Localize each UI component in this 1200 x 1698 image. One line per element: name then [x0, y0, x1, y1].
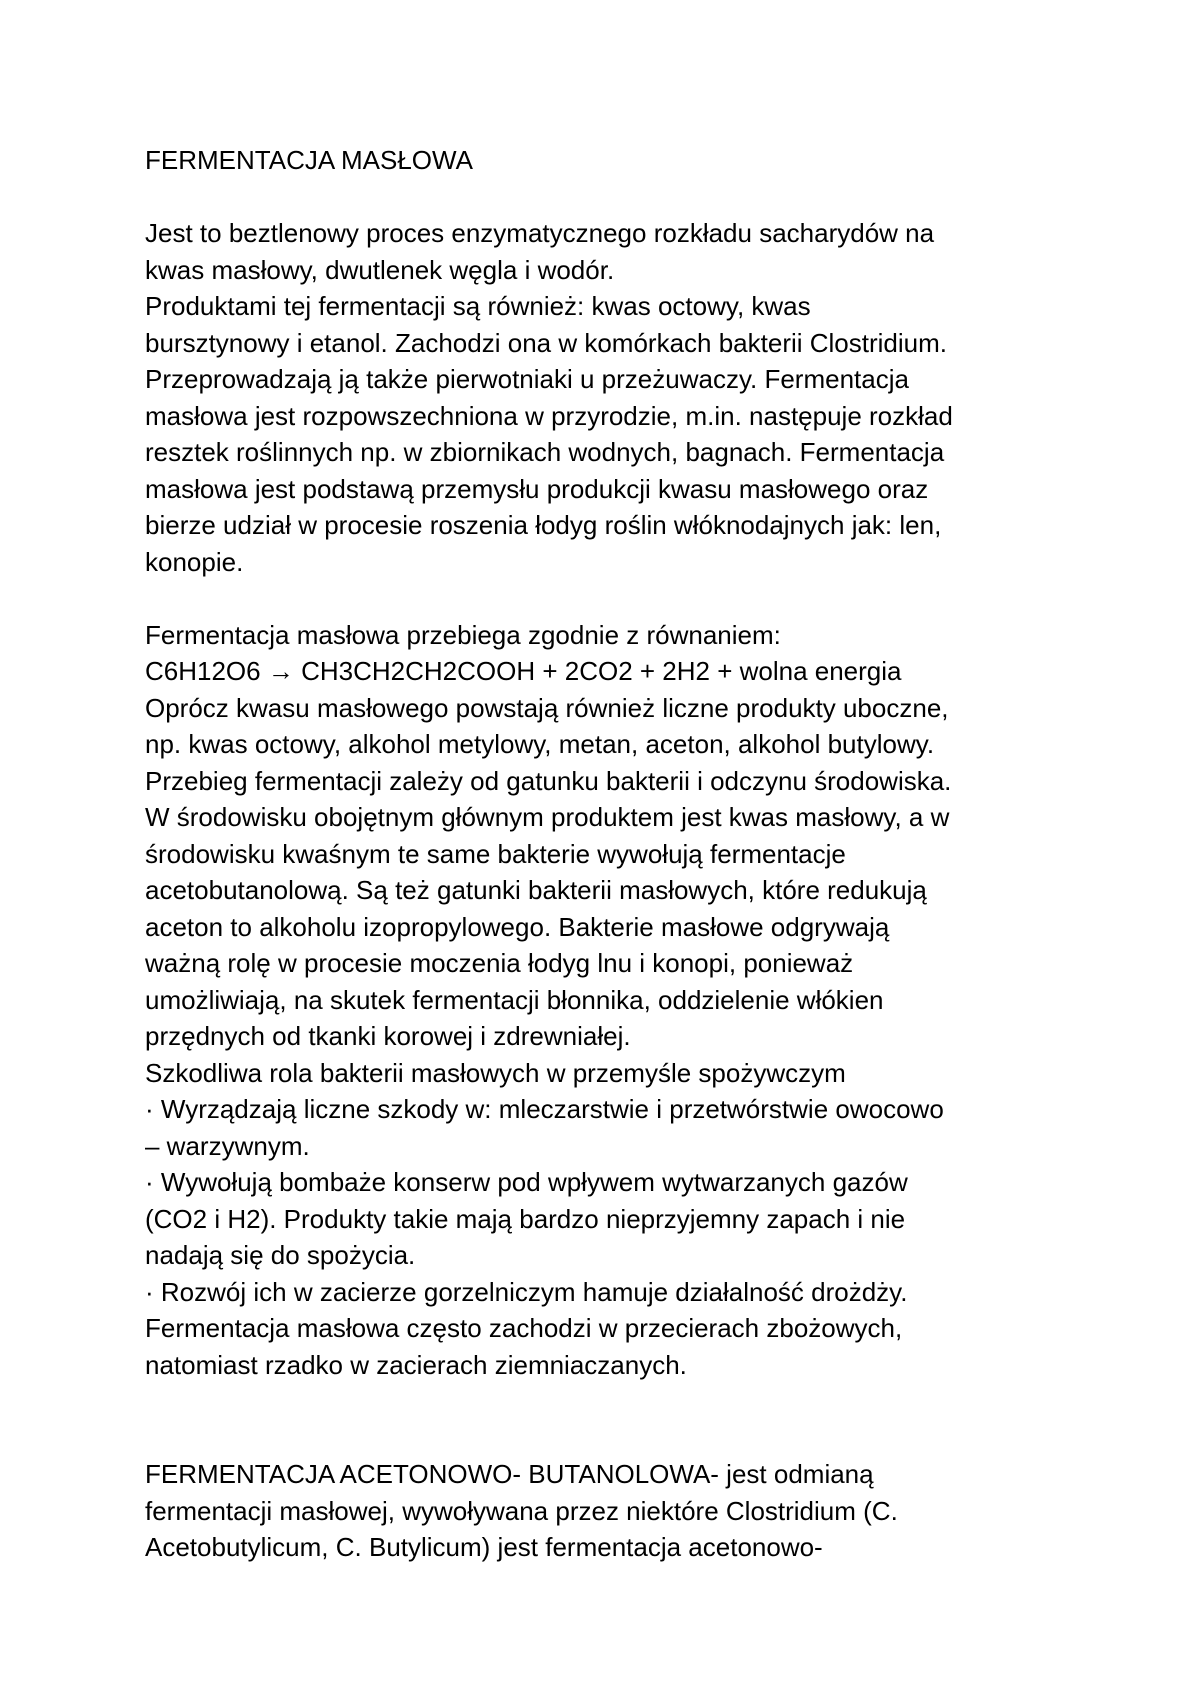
text-line: fermentacji masłowej, wywoływana przez niektóre Clostridium (C.	[145, 1495, 898, 1526]
section-title-fermentacja-maslowa: FERMENTACJA MASŁOWA	[145, 145, 473, 175]
text-line: masłowa jest rozpowszechniona w przyrodzie, m.in. następuje rozkład	[145, 400, 953, 431]
text-line: Fermentacja masłowa często zachodzi w przecierach zbożowych,	[145, 1313, 903, 1343]
text-line: resztek roślinnych np. w zbiornikach wodnych, bagnach. Fermentacja	[145, 437, 945, 467]
bullet-item: · Wyrządzają liczne szkody w: mleczarstwie i przetwórstwie owocowo	[145, 1094, 944, 1124]
text-line: (CO2 i H2). Produkty takie mają bardzo nieprzyjemny zapach i nie	[145, 1203, 906, 1234]
text-line: nadają się do spożycia.	[145, 1240, 416, 1270]
text-line: np. kwas octowy, alkohol metylowy, metan, aceton, alkohol butylowy.	[145, 729, 935, 759]
text-line: Acetobutylicum, C. Butylicum) jest fermentacja acetonowo-	[145, 1532, 823, 1562]
text-line: FERMENTACJA ACETONOWO- BUTANOLOWA- jest odmianą	[145, 1459, 874, 1489]
chemical-equation: C6H12O6 → CH3CH2CH2COOH + 2CO2 + 2H2 + wolna energia	[145, 656, 902, 686]
subheading-harmful-role: Szkodliwa rola bakterii masłowych w przemyśle spożywczym	[145, 1057, 846, 1088]
text-line: natomiast rzadko w zacierach ziemniaczanych.	[145, 1349, 687, 1380]
blank-line	[145, 179, 1065, 216]
blank-line	[145, 580, 1065, 617]
paragraph-equation-and-effects	[145, 617, 1065, 1384]
text-line: – warzywnym.	[145, 1130, 310, 1161]
text-line: Produktami tej fermentacji są również: kwas octowy, kwas	[145, 291, 811, 321]
paragraph-acetone-butanol	[145, 1456, 1065, 1566]
text-line: umożliwiają, na skutek fermentacji błonnika, oddzielenie włókien	[145, 984, 884, 1015]
text-line: przędnych od tkanki korowej i zdrewniałej.	[145, 1021, 631, 1051]
text-line: Fermentacja masłowa przebiega zgodnie z równaniem:	[145, 619, 781, 650]
document-body	[145, 142, 1065, 1566]
bullet-item: · Wywołują bombaże konserw pod wpływem wytwarzanych gazów	[145, 1167, 908, 1197]
text-line: aceton to alkoholu izopropylowego. Bakterie masłowe odgrywają	[145, 911, 890, 942]
paragraph-definition	[145, 215, 1065, 580]
text-line: acetobutanolową. Są też gatunki bakterii masłowych, które redukują	[145, 875, 927, 905]
text-line: masłowa jest podstawą przemysłu produkcji kwasu masłowego oraz	[145, 473, 929, 504]
text-line: bierze udział w procesie roszenia łodyg roślin włóknodajnych jak: len,	[145, 510, 942, 540]
text-line: Przeprowadzają ją także pierwotniaki u przeżuwaczy. Fermentacja	[145, 364, 909, 394]
text-line: W środowisku obojętnym głównym produktem jest kwas masłowy, a w	[145, 802, 950, 832]
text-line: Oprócz kwasu masłowego powstają również liczne produkty uboczne,	[145, 692, 949, 723]
text-line: bursztynowy i etanol. Zachodzi ona w komórkach bakterii Clostridium.	[145, 327, 948, 358]
text-line: środowisku kwaśnym te same bakterie wywołują fermentacje	[145, 838, 846, 869]
text-line: Przebieg fermentacji zależy od gatunku bakterii i odczynu środowiska.	[145, 765, 952, 796]
text-line: konopie.	[145, 546, 244, 577]
text-line: ważną rolę w procesie moczenia łodyg lnu i konopi, ponieważ	[145, 948, 854, 978]
blank-lines	[145, 1383, 1065, 1456]
text-line: Jest to beztlenowy proces enzymatycznego rozkładu sacharydów na	[145, 218, 935, 248]
bullet-item: · Rozwój ich w zacierze gorzelniczym hamuje działalność drożdży.	[145, 1276, 908, 1307]
text-line: kwas masłowy, dwutlenek węgla i wodór.	[145, 254, 615, 285]
